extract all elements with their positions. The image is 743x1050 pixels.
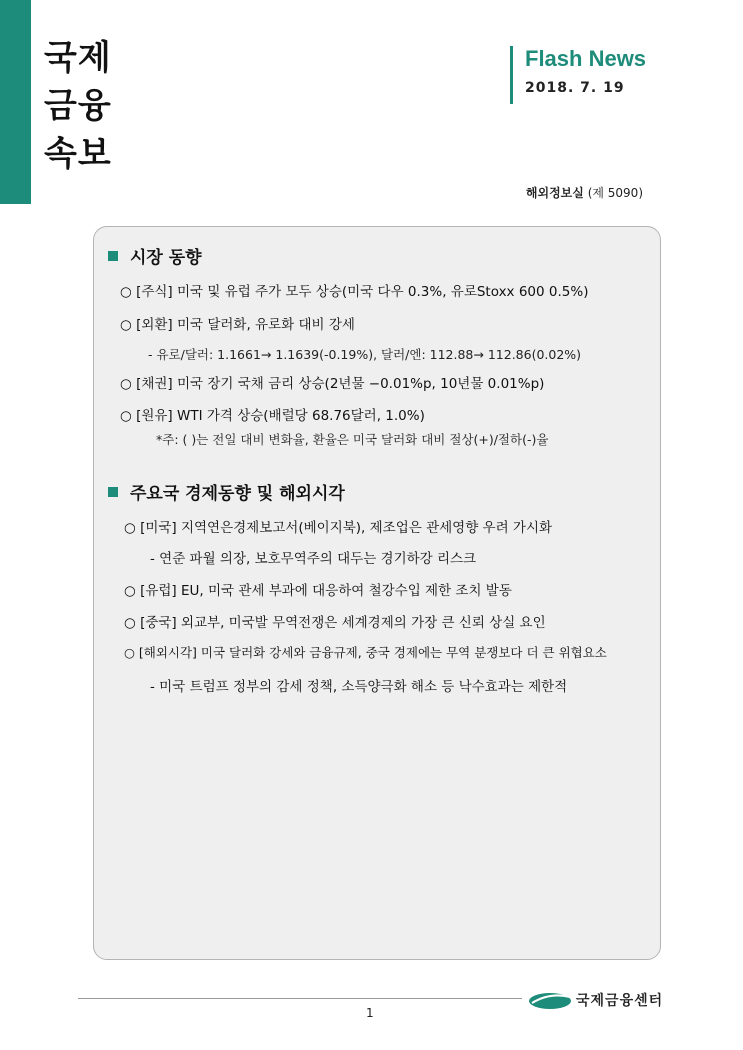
logo-text: 국제금융센터 [576,993,664,1009]
office-label [526,184,643,201]
market-line-fx-detail: - 유로/달러: 1.1661→ 1.1639(-0.19%), 달러/엔: 112.88→ 112.86(0.02%) [148,347,582,362]
economy-line-us: ○ [미국] 지역연은경제보고서(베이지북), 제조업은 관세영향 우려 가시화 [124,520,553,536]
footer-divider [78,998,522,999]
leaf-logo-icon [528,990,572,1010]
flash-news-block [510,46,646,104]
section-heading-market [108,243,202,268]
page-number: 1 [366,1006,374,1020]
economy-line-eu: ○ [유럽] EU, 미국 관세 부과에 대응하여 철강수입 제한 조치 발동 [124,583,512,599]
office-name: 해외정보실 [525,186,584,200]
title-line-3: 속보 [44,134,112,174]
economy-line-overseas-view: ○ [해외시각] 미국 달러화 강세와 금융규제, 중국 경제에는 무역 분쟁보다 더 큰 위협요소 [124,645,607,660]
issue-date: 2018. 7. 19 [525,80,625,96]
bullet-square-icon [108,251,118,261]
title-line-1: 국제 [44,38,112,78]
economy-line-us-detail: - 연준 파월 의장, 보호무역주의 대두는 경기하강 리스크 [150,551,477,567]
economy-line-overseas-detail: - 미국 트럼프 정부의 감세 정책, 소득양극화 해소 등 낙수효과는 제한적 [150,679,568,695]
section-heading-economy [108,479,345,504]
flash-news-title: Flash News [525,46,647,71]
market-note: *주: ( )는 전일 대비 변화율, 환율은 미국 달러화 대비 절상(+)/절하(-)율 [156,432,549,447]
content-panel [93,226,661,960]
publication-title [44,34,112,178]
market-line-oil: ○ [원유] WTI 가격 상승(배럴당 68.76달러, 1.0%) [120,408,425,424]
market-line-fx: ○ [외환] 미국 달러화, 유로화 대비 강세 [120,317,355,333]
economy-line-china: ○ [중국] 외교부, 미국발 무역전쟁은 세계경제의 가장 큰 신뢰 상실 요인 [124,615,546,631]
title-line-2: 금융 [44,86,112,126]
kcif-logo [528,986,668,1012]
bullet-square-icon [108,487,118,497]
accent-bar [0,0,31,204]
market-line-stocks: ○ [주식] 미국 및 유럽 주가 모두 상승(미국 다우 0.3%, 유로Stoxx 600 0.5%) [120,284,589,300]
section-heading-text: 시장 동향 [130,248,202,268]
section-heading-text: 주요국 경제동향 및 해외시각 [130,484,345,504]
market-line-bonds: ○ [채권] 미국 장기 국채 금리 상승(2년물 −0.01%p, 10년물 0.01%p) [120,376,545,392]
office-number: (제 5090) [587,186,643,200]
